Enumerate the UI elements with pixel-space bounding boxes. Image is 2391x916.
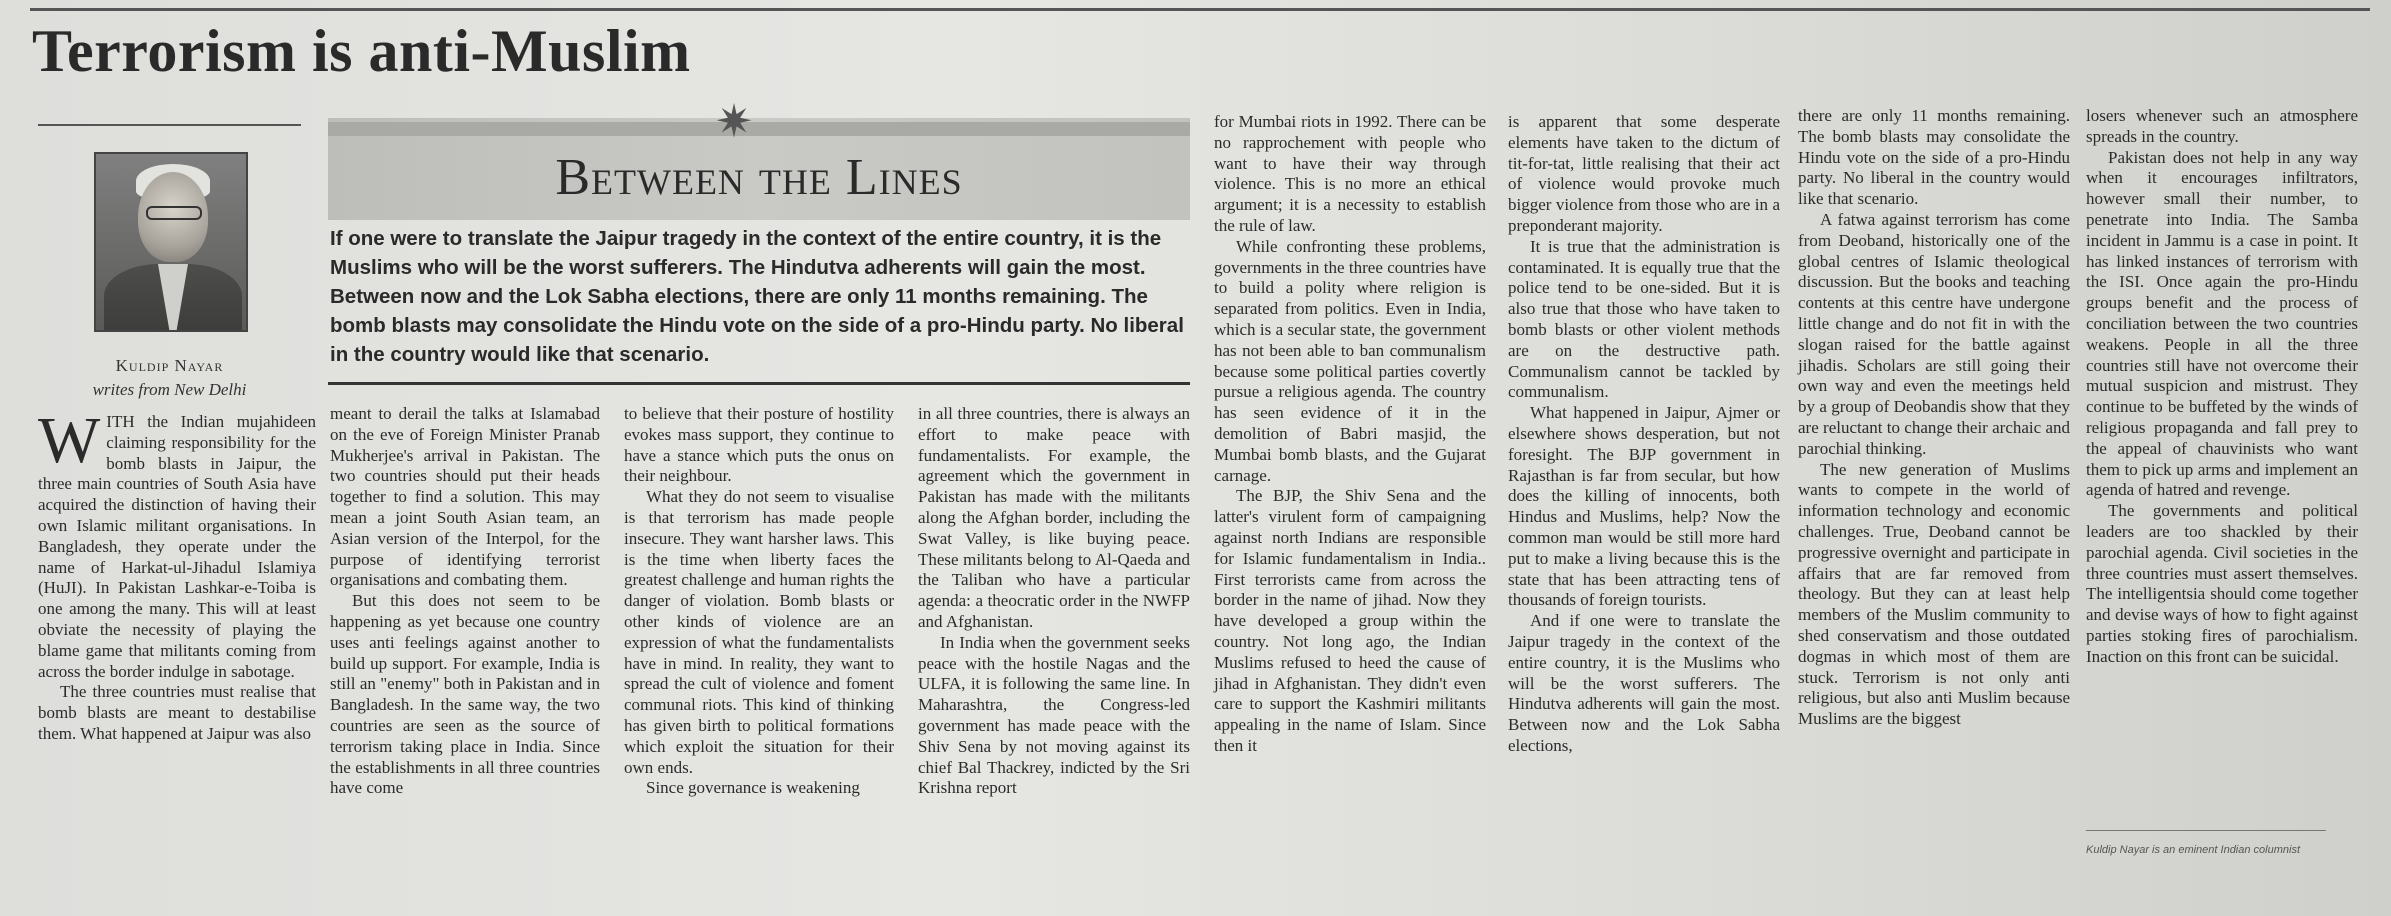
column-banner-title: Between the Lines: [555, 149, 963, 206]
article-paragraph: And if one were to translate the Jaipur tragedy in the context of the entire country, it is the Muslims who will be the worst sufferers. The Hindutva adherents will gain the most. Between now and the Lok Sabha elections,: [1508, 611, 1780, 755]
article-paragraph: What they do not seem to visualise is that terrorism has made people insecure. They want harsher laws. This is the time when liberty faces the greatest challenge and human rights the danger of violation. Bomb blasts or other kinds of violence are an expression of what the fundamentalists have in mind. In reality, they want to spread the cult of violence and foment communal riots. This kind of thinking has given birth to political formations which exploit the situation for their own ends.: [624, 487, 894, 777]
article-column-2: [330, 404, 600, 799]
article-paragraph: It is true that the administration is contaminated. It is equally true that the police tend to be one-sided. But it is also true that those who have taken to bomb blasts or other violent methods are on the destructive path. Communalism cannot be tackled by communalism.: [1508, 236, 1780, 402]
article-paragraph: to believe that their posture of hostility evokes mass support, they continue to have a stance which puts the onus on their neighbour.: [624, 404, 894, 486]
article-paragraph: But this does not seem to be happening as yet because one country uses anti feelings against another to build up support. For example, India is still an "enemy" both in Pakistan and in Bangladesh. In the same way, the two countries are seen as the source of terrorism taking place in India. Since the establishments in all three countries have come: [330, 591, 600, 798]
article-column-4: [918, 404, 1190, 799]
article-paragraph: meant to derail the talks at Islamabad on the eve of Foreign Minister Pranab Mukherjee's arrival in Pakistan. The two countries should put their heads together to find a solution. This may mean a joint South Asian team, an Asian version of the Interpol, for the purpose of identifying terrorist organisations and combating them.: [330, 404, 600, 590]
column-banner: [328, 118, 1190, 220]
author-location: writes from New Delhi: [92, 380, 247, 399]
byline-box: [38, 128, 301, 406]
article-paragraph: WITH the Indian mujahideen claiming responsibility for the bomb blasts in Jaipur, the three main countries of South Asia have acquired the distinction of having their own Islamic militant organisations. In Bangladesh, they operate under the name of Harkat-ul-Jihadul Islamiya (HuJI). In Pakistan Lashkar-e-Toiba is one among the many. This will at least obviate the necessity of playing the blame game that militants coming from across the border indulge in sabotage.: [38, 404, 316, 681]
sparkle-icon: ✷: [714, 96, 754, 147]
article-paragraph: A fatwa against terrorism has come from Deoband, historically one of the global centres of Islamic theological discussion. But the books and teaching contents at this centre have undergone little change and do not fit in with the slogan raised for the battle against jihadis. Scholars are still going their own way and even the meetings held by a group of Deobandis show that they are reluctant to change their archaic and parochial thinking.: [1798, 209, 2070, 458]
article-column-8: [2086, 106, 2358, 668]
article-paragraph: While confronting these problems, governments in the three countries have to build a polity where religion is separated from politics. Even in India, which is a secular state, the government has not been able to ban communalism because some political parties covertly pursue a religious agenda. The country has seen evidence of it in the demolition of Babri masjid, the Mumbai bomb blasts, and the Gujarat carnage.: [1214, 236, 1486, 485]
article-paragraph: is apparent that some desperate elements have taken to the dictum of tit-for-tat, little realising that their act of violence would provoke much bigger violence from those who are in a preponderant majority.: [1508, 112, 1780, 235]
article-paragraph: The BJP, the Shiv Sena and the latter's virulent form of campaigning against north Indians are responsible for Islamic fundamentalism in India.. First terrorists came from across the border in the name of jihad. Now they have developed a group within the country. Not long ago, the Indian Muslims refused to heed the cause of jihad in Afghanistan. They didn't even care to support the Kashmiri militants appealing in the name of Islam. Since then it: [1214, 486, 1486, 755]
article-paragraph: In India when the government seeks peace with the hostile Nagas and the ULFA, it is following the same line. In Maharashtra, the Congress-led government has made peace with the Shiv Sena by not moving against its chief Bal Thackrey, indicted by the Sri Krishna report: [918, 632, 1190, 798]
article-paragraph: The governments and political leaders are too shackled by their parochial agenda. Civil societies in the three countries must assert themselves. The intelligentsia should come together and devise ways of how to fight against parties stoking fires of parochialism. Inaction on this front can be suicidal.: [2086, 501, 2358, 666]
top-rule: [30, 8, 2370, 11]
article-paragraph: for Mumbai riots in 1992. There can be no rapprochement with people who want to have their way through violence. This is no more an ethical argument; it is a necessity to establish the rule of law.: [1214, 112, 1486, 235]
article-paragraph: What happened in Jaipur, Ajmer or elsewhere shows desperation, but not foresight. The BJP government in Rajasthan is far from secular, but how does the killing of innocents, both Hindus and Muslims, help? Now the common man would be still more hard put to make a living because this is the state that has been attracting tens of thousands of foreign tourists.: [1508, 403, 1780, 610]
article-paragraph: Pakistan does not help in any way when it encourages infiltrators, however small their number, to penetrate into India. The Samba incident in Jammu is a case in point. It has linked instances of terrorism with the ISI. Once again the pro-Hindu groups benefit and the process of conciliation between the two countries weakens. People in all the three countries still have not overcome their mutual suspicion and mistrust. They continue to be buffeted by the winds of religious propaganda and fall prey to the appeal of chauvinists who want them to pick up arms and implement an agenda of hatred and revenge.: [2086, 147, 2358, 500]
article-paragraph: Since governance is weakening: [646, 778, 860, 798]
author-name: Kuldip Nayar: [115, 356, 224, 375]
deck: If one were to translate the Jaipur tragedy in the context of the entire country, it is the Muslims who will be the worst sufferers. The Hindutva adherents will gain the most. Between now and the Lok Sabha elections, there are only 11 months remaining. The bomb blasts may consolidate the Hindu vote on the side of a pro-Hindu party. No liberal in the country would like that scenario.: [330, 227, 1184, 366]
headline: Terrorism is anti-Muslim: [32, 18, 691, 84]
footnote-rule: [2086, 830, 2326, 831]
article-paragraph: there are only 11 months remaining. The bomb blasts may consolidate the Hindu vote on the side of a pro-Hindu party. No liberal in the country would like that scenario.: [1798, 106, 2070, 209]
article-column-7: [1798, 106, 2070, 730]
article-column-3: [624, 404, 894, 799]
article-column-1: [38, 404, 316, 745]
article-paragraph: The three countries must realise that bomb blasts are meant to destabilise them. What happened at Jaipur was also: [38, 682, 316, 743]
article-column-5: [1214, 112, 1486, 757]
author-photo: [94, 152, 248, 332]
dropcap: W: [38, 404, 101, 477]
footnote: Kuldip Nayar is an eminent Indian columnist: [2086, 844, 2301, 856]
article-paragraph: The new generation of Muslims wants to compete in the world of information technology and economic challenges. True, Deoband cannot be progressive overnight and participate in affairs that are far removed from theology. But they can at least help members of the Muslim community to shed conservatism and those outdated dogmas in which most of them are stuck. Terrorism is not only anti religious, but also anti Muslim because Muslims are the biggest: [1798, 459, 2070, 729]
deck-rule: [328, 382, 1190, 385]
byline-rule: [38, 124, 301, 126]
article-paragraph: losers whenever such an atmosphere spreads in the country.: [2086, 106, 2358, 146]
article-column-6: [1508, 112, 1780, 757]
article-paragraph: in all three countries, there is always an effort to make peace with fundamentalists. For example, the agreement which the government in Pakistan has made with the militants along the Afghan border, including the Swat Valley, is like buying peace. These militants belong to Al-Qaeda and the Taliban who have a particular agenda: a theocratic order in the NWFP and Afghanistan.: [918, 404, 1190, 631]
